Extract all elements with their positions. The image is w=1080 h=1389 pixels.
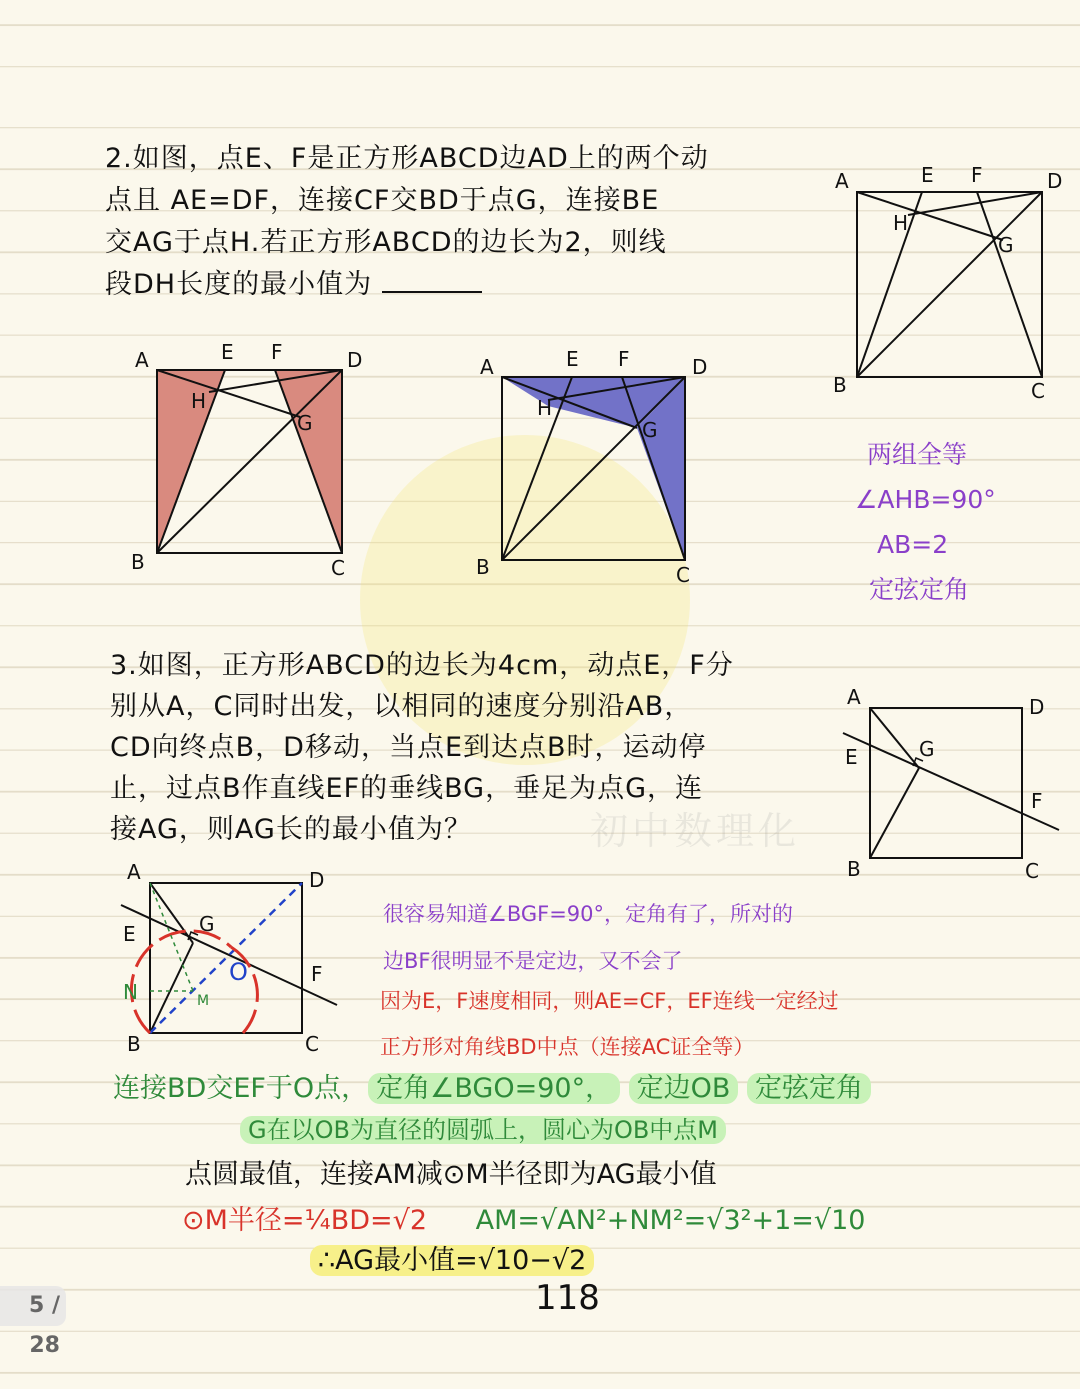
segment-be xyxy=(857,192,922,377)
note-p3-purple-1: 很容易知道∠BGF=90°，定角有了，所对的 xyxy=(383,902,794,926)
label-e-red: E xyxy=(221,340,234,364)
problem3-figure-main xyxy=(835,680,1070,880)
problem3-line-2: 别从A，C同时出发，以相同的速度分别沿AB， xyxy=(110,691,693,722)
label-a-annot: A xyxy=(127,860,141,884)
label-g-blue: G xyxy=(642,418,658,442)
label-h-red: H xyxy=(191,389,207,413)
note-fixed-chord: 定弦定角 xyxy=(869,575,970,604)
solution-line-3: 点圆最值，连接AM减⊙M半径即为AG最小值 xyxy=(185,1159,717,1190)
answer-blank xyxy=(382,269,482,293)
label-a-blue: A xyxy=(480,355,494,379)
label-b-blue: B xyxy=(476,555,490,579)
label-g-red: G xyxy=(297,411,313,435)
label-b-red: B xyxy=(131,550,145,574)
watermark-text: 初中数理化 xyxy=(590,809,801,853)
label-d-blue: D xyxy=(692,355,708,379)
arc-circle-m xyxy=(131,931,231,1033)
segment-ag-p3 xyxy=(870,708,919,768)
problem2-line-3: 交AG于点H.若正方形ABCD的边长为2，则线 xyxy=(105,227,667,258)
note-p3-red-1: 因为E，F速度相同，则AE=CF，EF连线一定经过 xyxy=(380,989,839,1013)
problem2-text xyxy=(105,138,709,306)
label-f: F xyxy=(971,163,983,187)
solution-5: ∴AG最小值=√10−√2 xyxy=(310,1245,594,1276)
problem2-line-1: 2.如图，点E、F是正方形ABCD边AD上的两个动 xyxy=(105,143,709,174)
note-angle-ahb: ∠AHB=90° xyxy=(855,485,996,514)
label-f-annot: F xyxy=(311,962,323,986)
segment-cf xyxy=(977,192,1042,377)
label-d-annot: D xyxy=(309,868,325,892)
label-c-red: C xyxy=(331,556,345,580)
square-abcd-p3 xyxy=(870,708,1022,858)
problem3-figure-annotated xyxy=(115,855,355,1060)
label-c-blue: C xyxy=(676,563,690,587)
label-f-blue: F xyxy=(618,347,630,371)
note-p3-red-2: 正方形对角线BD中点（连接AC证全等） xyxy=(380,1035,755,1059)
label-c-annot: C xyxy=(305,1032,319,1056)
problem2-line-4 xyxy=(105,264,709,306)
label-d-p3: D xyxy=(1029,695,1045,719)
solution-line-4 xyxy=(182,1198,865,1237)
label-h-blue: H xyxy=(537,396,553,420)
label-d: D xyxy=(1047,169,1063,193)
problem3-line-1: 3.如图，正方形ABCD的边长为4cm，动点E，F分 xyxy=(110,650,734,681)
label-b-annot: B xyxy=(127,1032,141,1056)
label-e-blue: E xyxy=(566,347,579,371)
label-g: G xyxy=(998,233,1014,257)
solution-1c: 定边OB xyxy=(629,1073,739,1104)
label-f-red: F xyxy=(271,340,283,364)
problem2-line-4-text: 段DH长度的最小值为 xyxy=(105,269,373,300)
label-c: C xyxy=(1031,379,1045,403)
problem3-text xyxy=(110,645,734,850)
label-g-p3: G xyxy=(919,737,935,761)
diagonal-bd-dashed xyxy=(150,883,302,1033)
problem2-figure-red xyxy=(125,335,370,585)
page-indicator: 5 / 28 xyxy=(0,1286,66,1326)
segment-bg-p3 xyxy=(870,768,919,858)
label-h: H xyxy=(893,211,909,235)
label-d-red: D xyxy=(347,348,363,372)
solution-1a: 连接BD交EF于O点， xyxy=(113,1073,369,1104)
problem3-line-3: CD向终点B，D移动，当点E到达点B时，运动停 xyxy=(110,732,707,763)
label-a: A xyxy=(835,169,849,193)
problem2-figure-blue xyxy=(470,340,715,590)
label-b-p3: B xyxy=(847,857,861,880)
label-b: B xyxy=(833,373,847,397)
diagonal-bd xyxy=(857,192,1042,377)
problem2-notes xyxy=(855,432,996,612)
label-a-p3: A xyxy=(847,685,861,709)
problem3-line-5: 接AG，则AG长的最小值为？ xyxy=(110,814,472,845)
solution-2: G在以OB为直径的圆弧上，圆心为OB中点M xyxy=(240,1116,726,1144)
note-ab: AB=2 xyxy=(877,530,949,559)
solution-line-5 xyxy=(310,1238,594,1277)
line-ef-annot xyxy=(121,905,337,1005)
label-c-p3: C xyxy=(1025,859,1039,880)
label-a-red: A xyxy=(135,348,149,372)
problem3-line-4: 止，过点B作直线EF的垂线BG，垂足为点G，连 xyxy=(110,773,704,804)
label-o-annot: O xyxy=(229,958,248,986)
label-n-annot: N xyxy=(123,980,138,1004)
solution-4-red: ⊙M半径=¼BD=√2 xyxy=(182,1205,428,1236)
label-e-p3: E xyxy=(845,745,858,769)
solution-line-1 xyxy=(113,1066,871,1105)
line-ef xyxy=(843,733,1059,830)
problem2-line-2: 点且 AE=DF，连接CF交BD于点G，连接BE xyxy=(105,185,660,216)
page-number: 118 xyxy=(535,1278,600,1318)
label-f-p3: F xyxy=(1031,789,1043,813)
solution-4-green: AM=√AN²+NM²=√3²+1=√10 xyxy=(475,1205,866,1236)
segment-ag xyxy=(857,192,1003,240)
solution-1b: 定角∠BGO=90°， xyxy=(368,1073,620,1104)
label-e: E xyxy=(921,163,934,187)
label-g-annot: G xyxy=(199,912,215,936)
problem2-figure-main xyxy=(825,160,1070,410)
note-two-congruent: 两组全等 xyxy=(867,440,968,469)
solution-line-2 xyxy=(240,1110,726,1145)
segment-am xyxy=(150,883,193,991)
note-p3-purple-2: 边BF很明显不是定边，又不会了 xyxy=(383,949,683,973)
solution-1d: 定弦定角 xyxy=(747,1073,871,1104)
label-m-annot: M xyxy=(197,993,210,1009)
segment-bg-annot xyxy=(150,943,193,1033)
label-e-annot: E xyxy=(123,922,136,946)
